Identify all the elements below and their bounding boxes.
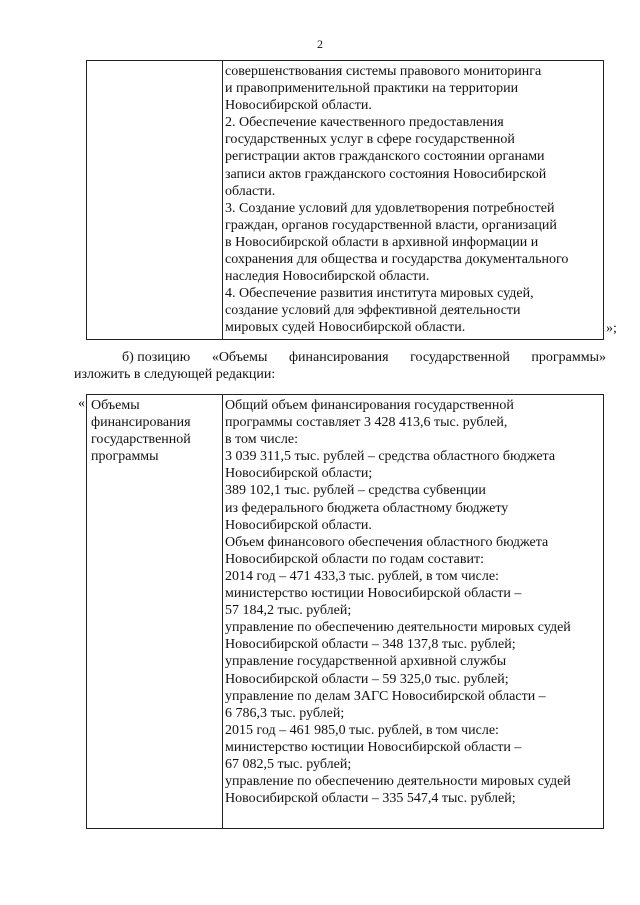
text-line: Новосибирской области – 59 325,0 тыс. рублей; [225,671,509,687]
text-line: из федерального бюджета областному бюджету [225,500,509,516]
opening-quote: « [78,396,85,411]
text-line: министерство юстиции Новосибирской области – [225,586,522,602]
paragraph-word: программы» [531,350,606,365]
text-line: сохранения для общества и государства документального [225,252,569,268]
text-line: Новосибирской области – 335 547,4 тыс. рублей; [225,791,516,807]
goals-cell [225,63,599,337]
text-line: граждан, органов государственной власти, организаций [225,217,557,233]
text-line: Новосибирской области – 348 137,8 тыс. рублей; [225,637,516,653]
text-line: министерство юстиции Новосибирской области – [225,739,522,755]
text-line: Новосибирской области. [225,98,372,114]
text-line: государственных услуг в сфере государственной [225,132,515,148]
text-line: 4. Обеспечение развития института мировых судей, [225,286,534,302]
label-line: программы [91,449,159,465]
text-line: в Новосибирской области в архивной информации и [225,234,539,250]
text-line: программы составляет 3 428 413,6 тыс. рублей, [225,415,508,431]
text-line: и правоприменительной практики на территории [225,81,519,97]
paragraph-line-1 [74,349,606,366]
paragraph-word: финансирования [288,350,389,365]
text-line: мировых судей Новосибирской области. [225,320,466,336]
page-number: 2 [317,37,323,51]
text-line: Общий объем финансирования государственной [225,398,514,413]
table-column-divider [222,61,223,339]
text-line: 2014 год – 471 433,3 тыс. рублей, в том числе: [225,568,499,584]
label-line: государственной [91,432,191,448]
text-line: управление по обеспечению деятельности мировых судей [225,620,571,636]
paragraph-word: «Объемы [211,350,268,365]
text-line: наследия Новосибирской области. [225,269,430,285]
text-line: управление по обеспечению деятельности мировых судей [225,774,571,790]
closing-quote: »; [606,321,617,336]
text-line: создание условий для эффективной деятельности [225,303,521,319]
paragraph-line-2: изложить в следующей редакции: [74,367,276,382]
label-line: финансирования [91,415,191,431]
goals-table [86,60,604,340]
table-column-divider [222,395,223,828]
text-line: записи актов гражданского состояния Новосибирской [225,166,547,182]
text-line: 57 184,2 тыс. рублей; [225,603,352,619]
text-line: совершенствования системы правового мониторинга [225,64,542,79]
text-line: области. [225,183,276,199]
text-line: 389 102,1 тыс. рублей – средства субвенции [225,483,486,499]
text-line: управление государственной архивной службы [225,654,507,670]
text-line: 2015 год – 461 985,0 тыс. рублей, в том числе: [225,722,499,738]
text-line: 3. Создание условий для удовлетворения потребностей [225,200,555,216]
text-line: Объем финансового обеспечения областного бюджета [225,534,549,550]
paragraph-word: б) позицию [122,350,191,365]
text-line: 3 039 311,5 тыс. рублей – средства областного бюджета [225,449,556,465]
text-line: управление по делам ЗАГС Новосибирской области – [225,688,546,704]
financing-table [86,394,604,829]
text-line: 6 786,3 тыс. рублей; [225,705,345,721]
label-line: Объемы [91,398,140,413]
paragraph-word: государственной [410,350,510,365]
amendment-paragraph [74,349,606,383]
financing-value-cell [225,397,599,807]
financing-label-cell [91,397,219,465]
text-line: в том числе: [225,432,298,448]
text-line: Новосибирской области. [225,517,372,533]
text-line: Новосибирской области; [225,466,373,482]
text-line: регистрации актов гражданского состоянии органами [225,149,545,165]
text-line: 2. Обеспечение качественного предоставления [225,115,504,131]
text-line: Новосибирской области по годам составит: [225,551,484,567]
text-line: 67 082,5 тыс. рублей; [225,756,352,772]
